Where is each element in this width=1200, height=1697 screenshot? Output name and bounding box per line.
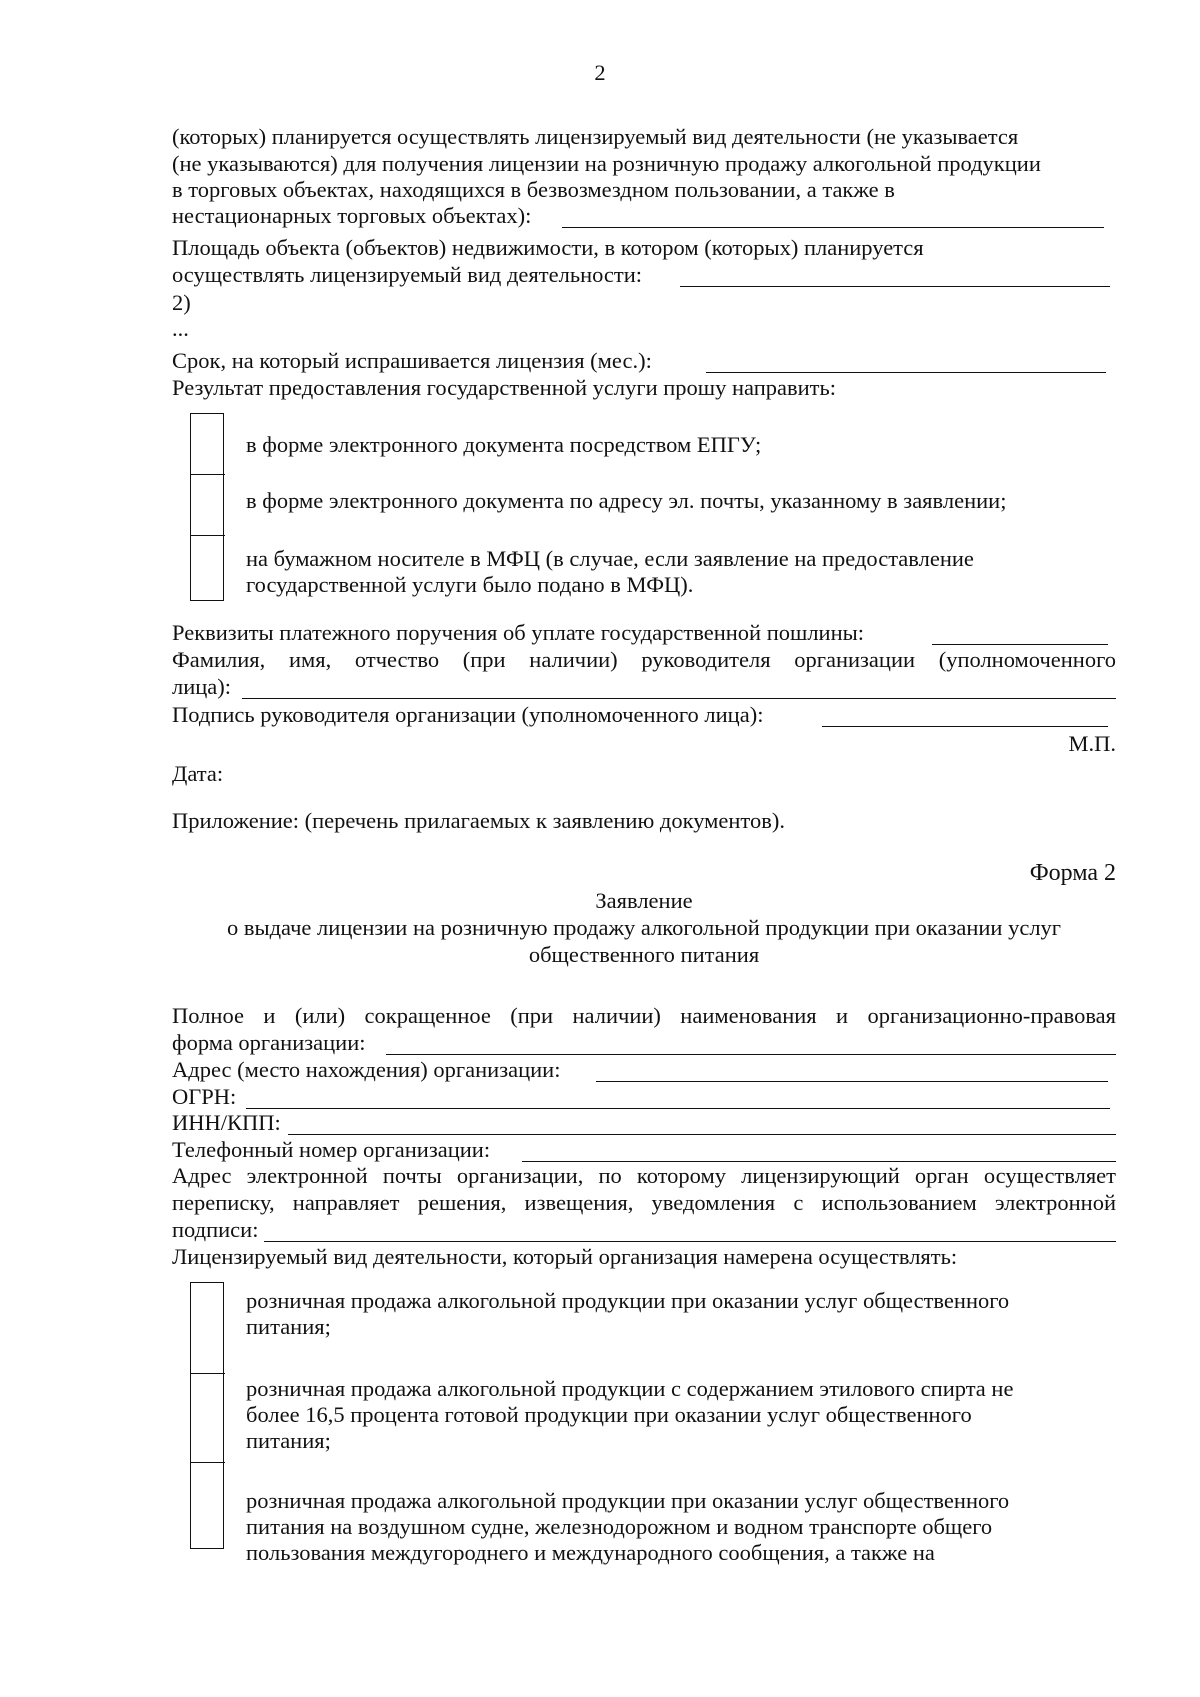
phone-field[interactable]: [522, 1141, 1116, 1162]
result-label: Результат предоставления государственной услуги прошу направить:: [172, 375, 837, 400]
intro-line: нестационарных торговых объектах):: [172, 203, 532, 228]
email-text-cont: переписку, направляет решения, извещения, уведомления с использованием электронной: [172, 1190, 1116, 1215]
checkbox-activity-low-alcohol[interactable]: [192, 1375, 222, 1461]
payment-label: Реквизиты платежного поручения об уплате государственной пошлины:: [172, 620, 864, 645]
org-name-field[interactable]: [386, 1034, 1116, 1055]
area-label: Площадь объекта (объектов) недвижимости, в котором (которых) планируется: [172, 235, 924, 260]
activity-option-low-alcohol: розничная продажа алкогольной продукции с содержанием этилового спирта не: [246, 1376, 1014, 1401]
email-label-end: подписи:: [172, 1217, 259, 1242]
ogrn-field[interactable]: [246, 1088, 1110, 1109]
form-label: Форма 2: [1029, 860, 1116, 886]
phone-label: Телефонный номер организации:: [172, 1137, 491, 1162]
form-title: Заявление: [595, 888, 693, 913]
checkbox-divider: [190, 1373, 225, 1374]
org-name-label-cont: форма организации:: [172, 1030, 366, 1055]
address-label: Адрес (место нахождения) организации:: [172, 1057, 561, 1082]
email-label: [172, 1163, 1116, 1189]
result-option-epgu: в форме электронного документа посредством ЕПГУ;: [246, 432, 762, 457]
page-number: 2: [594, 60, 606, 85]
term-label: Срок, на который испрашивается лицензия (мес.):: [172, 348, 652, 373]
form-subtitle: о выдаче лицензии на розничную продажу алкогольной продукции при оказании услуг: [226, 915, 1062, 940]
term-field[interactable]: [706, 352, 1106, 373]
signature-field[interactable]: [822, 706, 1108, 727]
checkbox-mfc[interactable]: [192, 537, 222, 597]
stamp-label: М.П.: [1068, 731, 1116, 756]
area-field[interactable]: [680, 266, 1110, 287]
activity-option-transport-end: пользования междугороднего и международного сообщения, а также на: [246, 1540, 935, 1565]
ogrn-label: ОГРН:: [172, 1084, 237, 1109]
email-field[interactable]: [264, 1221, 1116, 1242]
signature-label: Подпись руководителя организации (уполномоченного лица):: [172, 702, 764, 727]
org-name-text: Полное и (или) сокращенное (при наличии) наименования и организационно-правовая: [172, 1003, 1116, 1028]
intro-line: (которых) планируется осуществлять лицензируемый вид деятельности (не указывается: [172, 124, 1019, 149]
head-name-field[interactable]: [242, 678, 1116, 699]
email-text: Адрес электронной почты организации, по которому лицензирующий орган осуществляет: [172, 1163, 1116, 1188]
activity-label: Лицензируемый вид деятельности, который организация намерена осуществлять:: [172, 1244, 958, 1269]
activity-option-transport: розничная продажа алкогольной продукции при оказании услуг общественного: [246, 1488, 1010, 1513]
area-label-cont: осуществлять лицензируемый вид деятельности:: [172, 262, 643, 287]
objects-address-field[interactable]: [562, 207, 1104, 228]
date-label: Дата:: [172, 761, 224, 786]
address-field[interactable]: [596, 1061, 1108, 1082]
head-name-text: Фамилия, имя, отчество (при наличии) руководителя организации (уполномоченного: [172, 647, 1116, 672]
ellipsis: ...: [172, 316, 189, 341]
activity-option-low-alcohol-cont: более 16,5 процента готовой продукции при оказании услуг общественного: [246, 1402, 972, 1427]
checkbox-divider: [190, 1462, 225, 1463]
checkbox-email[interactable]: [192, 476, 222, 534]
intro-line: в торговых объектах, находящихся в безвозмездном пользовании, а также в: [172, 177, 895, 202]
result-option-mfc-cont: государственной услуги было подано в МФЦ).: [246, 572, 694, 597]
inn-kpp-field[interactable]: [288, 1114, 1116, 1135]
checkbox-activity-general[interactable]: [192, 1284, 222, 1372]
form-subtitle-cont: общественного питания: [528, 942, 760, 967]
head-name-label-cont: лица):: [172, 674, 232, 699]
attachment-note: Приложение: (перечень прилагаемых к заявлению документов).: [172, 808, 785, 833]
intro-line: (не указываются) для получения лицензии на розничную продажу алкогольной продукции: [172, 151, 1041, 176]
activity-option-low-alcohol-end: питания;: [246, 1428, 331, 1453]
result-option-mfc: на бумажном носителе в МФЦ (в случае, если заявление на предоставление: [246, 546, 974, 571]
head-name-label: [172, 647, 1116, 673]
checkbox-activity-transport[interactable]: [192, 1464, 222, 1545]
activity-option-general-cont: питания;: [246, 1314, 331, 1339]
list-item-number: 2): [172, 290, 191, 315]
inn-kpp-label: ИНН/КПП:: [172, 1110, 281, 1135]
checkbox-divider: [190, 474, 225, 475]
checkbox-divider: [190, 535, 225, 536]
payment-field[interactable]: [932, 624, 1108, 645]
email-label-cont: [172, 1190, 1116, 1216]
org-name-label: [172, 1003, 1116, 1029]
checkbox-epgu[interactable]: [192, 415, 222, 473]
result-option-email: в форме электронного документа по адресу эл. почты, указанному в заявлении;: [246, 488, 1007, 513]
activity-option-transport-cont: питания на воздушном судне, железнодорожном и водном транспорте общего: [246, 1514, 993, 1539]
activity-option-general: розничная продажа алкогольной продукции при оказании услуг общественного: [246, 1288, 1010, 1313]
